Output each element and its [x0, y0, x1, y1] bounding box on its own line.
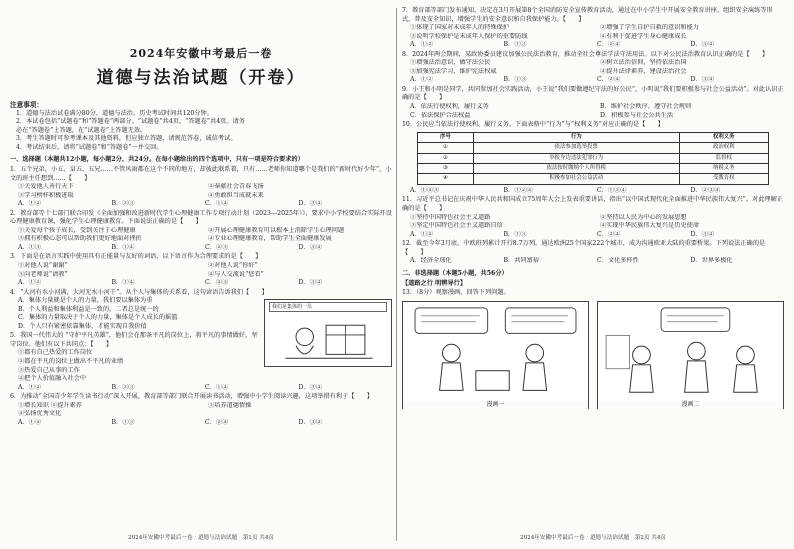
table-header: 权利义务: [679, 132, 768, 142]
q6-bracket: 【 】: [348, 393, 373, 401]
section-1-title: 一、选择题（本题共12小题，每小题2分，共24分。在每小题给出的四个选项中，只有一项是符合要求的）: [10, 156, 304, 164]
q1-option: ④勇敢担当成就未来: [208, 191, 264, 199]
q2-answer: C．②③: [205, 243, 229, 251]
q10-stem: 10．公民应当依法行使权利、履行义务。下面表格中“行为”与“权利义务”对应正确的是: [402, 121, 640, 129]
q3-answer: D．③④: [298, 279, 323, 287]
exam-title-main: 道德与法治试题（开卷）: [96, 68, 306, 89]
question-13: 13．（8分）观察漫画，回答下列问题。: [402, 288, 510, 296]
table-cell: 依法参加选举投票: [473, 143, 679, 153]
q9-option: B．维护社会秩序，遵守社会规则: [600, 103, 692, 111]
q2-option: ③拥有积极心态可以帮助我们更好地面对挫折: [18, 235, 142, 243]
q11-option: ③坚定中国特色社会主义道路自信: [410, 222, 503, 230]
q2-stem: 2．教育部等十七部门联合印发《全面加强和改进新时代学生心理健康工作专项行动计划（2023—2025年）》，要求中小学校要结合实际开设心理健康教育课，强化学生心理健康教育。下面说法正确的是: [10, 209, 392, 226]
q5-stem: 5．我国一代伟大的 “守护平凡英雄”，他们会在那条平凡的岗位上，将平凡的事情做好，坚守岗位。他们有以下共同点：: [10, 332, 258, 348]
q11-answer: A．①②: [410, 230, 434, 238]
table-row: [418, 143, 768, 153]
part-heading: 【道路之行 明辨导行】: [402, 280, 467, 288]
q7-answer: A．①②: [410, 41, 434, 49]
comic-1-illustration: [403, 302, 588, 408]
q4-option: B．个人利益和集体利益是一致的，二者总是统一的: [18, 305, 159, 313]
q11-option: ④实现中华民族伟大复兴是历史使命: [600, 222, 699, 230]
q2-bracket: 【 】: [177, 218, 202, 226]
q11-option: ②坚持以人民为中心的发展思想: [600, 213, 687, 221]
q3-option: ①对他人说“谢谢”: [18, 262, 68, 270]
q3-option: ②对他人说“你好”: [208, 262, 258, 270]
q4-option: A．集体力量就是个人的力量，我们要以集体为重: [18, 297, 153, 305]
note-line: 3．考生答题时可参考课本及其他资料，但应独立答题，请规范答卷，诚信考试。: [16, 135, 237, 143]
note-line: 4．考试结束后，请将“试题卷”和“答题卷”一并交回。: [16, 143, 163, 151]
q8-stem: 8．2024年两会期间，某政协委员建议加强公民法治教育，推动全社会尊法学法守法用法。以下对公民法治教育认识正确的是: [402, 50, 744, 58]
table-header: 行为: [473, 132, 679, 142]
q3-option: ④与人交流说“您看”: [208, 270, 264, 278]
q3-answer: C．②③: [205, 279, 229, 287]
q7-option: ②增强了学生自护自救的意识和能力: [600, 24, 699, 32]
comic-1-caption: 漫画一: [403, 401, 588, 409]
q10-answer: C．①③④: [597, 186, 627, 194]
table-cell: 政治权利: [679, 143, 768, 153]
q9-stem: 9．小王和小明是同学，共同参加社会实践活动，小王说“我们要做遵纪守法的好公民”，小明说“我们要积极参与社会公益活动”。对此认识正确的是: [402, 85, 784, 102]
q8-option: ④提升法律素养，建设法治社会: [600, 67, 687, 75]
q12-stem: 12．截至今年3月底，中欧班列累计开行8.7万列，通达欧洲25个国家222个城市，成为沟通欧亚大陆的重要桥梁。下列说法正确的是: [402, 240, 766, 248]
q8-answer: C．②④: [597, 76, 621, 84]
note-line: 2．本试卷包括“试题卷”和“答题卷”两部分。“试题卷”共4页，“答题卷”共4页。请务: [16, 118, 245, 126]
notes: [10, 101, 392, 153]
table-cell: ③: [418, 164, 473, 174]
page-footer-left: 2024年安徽中考最后一卷 · 道德与法治试题 第1页 共4页: [128, 535, 274, 542]
comics-row: [402, 301, 784, 409]
table-cell: 依法按时缴纳个人所得税: [473, 164, 679, 174]
comic-panel-1: [402, 301, 589, 409]
q8-bracket: 【 】: [743, 50, 769, 58]
q7-answer: C．②④: [597, 41, 621, 49]
q8-answer: D．③④: [690, 76, 715, 84]
q4-cartoon: [264, 299, 392, 367]
q6-answer: D．③④: [298, 418, 323, 426]
table-cell: 受教育权: [679, 174, 768, 184]
q4-option: C．集体的力量取决于个人的力量，集体是个人成长的摇篮: [18, 314, 178, 322]
q3-stem: 3．下面是在语言实践中使用具有正能量与友好的词语，以下语言作为合理要求的是: [10, 253, 237, 261]
q4-bracket: 【 】: [243, 288, 268, 296]
q7-stem: 7．教育部等部门发布通知，决定在3月开展第8个全国消防安全宣传教育活动，通过在中小学生中开展安全教育讲座、组织安全演练等形式，普及安全知识，增强学生的安全意识和自我保护能力。: [402, 7, 773, 23]
q6-option: ③培养道德情操: [208, 401, 252, 409]
question-12: [402, 240, 784, 266]
q1-answer: A．①②: [18, 200, 42, 208]
exam-title-sub: 2024年安徽中考最后一卷: [129, 47, 273, 60]
q10-answer: D．②③④: [690, 186, 721, 194]
q10-bracket: 【 】: [639, 121, 664, 129]
question-4: [10, 289, 392, 332]
q5-option: ④把个人价值融入社会中: [18, 375, 87, 383]
q2-option: ①关爱每个孩子成长，受到关注于心理健康: [18, 226, 136, 234]
q11-bracket: 【 】: [420, 205, 446, 213]
q6-answer: B．①③: [111, 418, 135, 426]
q3-answer: B．①④: [111, 279, 135, 287]
note-line: 必在“答题卷”上答题，在“试题卷”上答题无效。: [16, 126, 147, 134]
q9-option: D．积极参与社会公共生活: [600, 111, 674, 119]
center-divider: [396, 8, 397, 541]
q7-option: ①体现了国家对未成年人的特殊保护: [410, 24, 509, 32]
question-11: [402, 196, 784, 239]
q6-option: ④弘扬优秀文化: [18, 410, 62, 418]
q8-option: ③加强宪法学习，维护宪法权威: [410, 67, 497, 75]
question-3: [10, 253, 392, 287]
q8-option: ①增强法治意识，做守法公民: [410, 59, 491, 67]
table-cell: ④: [418, 174, 473, 184]
q4-stem: 4．“大河有水小河满，大河无水小河干”。从个人与集体的关系看，这句谚语告诉我们: [10, 288, 244, 296]
table-row: [418, 153, 768, 163]
notes-title: 注意事项：: [10, 100, 43, 109]
q1-answer: C．①④: [205, 200, 229, 208]
q7-option: ④有利于促进学生身心健康成长: [600, 32, 687, 40]
q3-bracket: 【 】: [236, 253, 262, 261]
q10-answer: B．①②④: [503, 186, 533, 194]
q1-answer: B．②③: [111, 200, 135, 208]
q5-answer: B．②③: [111, 383, 135, 391]
table-row: [418, 164, 768, 174]
q4-option: D．个人只有紧密依靠集体，才能实现自我价值: [18, 322, 147, 330]
table-cell: ②: [418, 153, 473, 163]
q12-option: A．经济全球化: [410, 257, 452, 265]
q5-bracket: 【 】: [90, 340, 113, 348]
page-left: [10, 6, 392, 543]
q12-option: B．共同富裕: [503, 257, 539, 265]
q6-stem: 6．为推动“全国青少年学生读书行动”深入开展，教育部等部门联合开展读书活动，增强中小学生阅读兴趣，这项举措有利于: [10, 393, 349, 401]
q3-answer: A．①②: [18, 279, 42, 287]
q1-option: ①关爱他人善行天下: [18, 183, 74, 191]
q11-stem: 11．习近平总书记在庆祝中华人民共和国成立75周年大会上发表重要讲话，指出“以中国式现代化全面推进中华民族伟大复兴”。对此理解正确的是: [402, 196, 783, 213]
q8-option: ②树立法治信仰，坚持依法治国: [600, 59, 687, 67]
note-line: 1．道德与法治试卷满分80分，道德与法治、历史考试时间共120分钟。: [16, 109, 213, 117]
q8-answer: A．①②: [410, 76, 434, 84]
q12-bracket: 【 】: [402, 248, 427, 256]
q12-option: C．文化多样性: [597, 257, 639, 265]
table-cell: ①: [418, 143, 473, 153]
q12-option: D．世界多极化: [690, 257, 733, 265]
q5-answer: A．①②: [18, 383, 42, 391]
question-7: [402, 7, 784, 50]
q11-option: ①坚持中国特色社会主义道路: [410, 213, 491, 221]
q11-answer: D．③④: [690, 230, 715, 238]
q10-answer: A．①②③: [410, 186, 440, 194]
question-2: [10, 210, 392, 253]
q1-stem: 1．五个兄弟，小五、皇五、五兄……不管风雨都在这个不同的地方，却彼此联系着，只有……老师你知道哪个是我们的“新时代好少年”，小文的班主任想到……: [10, 166, 392, 182]
question-6: [10, 393, 392, 427]
q7-option: ③说明学校保护是未成年人保护的重要防线: [410, 32, 528, 40]
q6-answer: A．①②: [18, 418, 42, 426]
q5-option: ③热爱自己从事的工作: [18, 366, 80, 374]
table-cell: 监督权: [679, 153, 768, 163]
q1-answer: D．③④: [298, 200, 323, 208]
q11-answer: C．②④: [597, 230, 621, 238]
q1-option: ②奉献社会青春飞扬: [208, 183, 264, 191]
q10-table: [417, 132, 768, 185]
q5-answer: D．③④: [298, 383, 323, 391]
table-cell: 举报身边违法犯罪行为: [473, 153, 679, 163]
q8-answer: B．①③: [503, 76, 527, 84]
q2-option: ②开展心理健康教育可以根本上消除学生心理问题: [208, 226, 345, 234]
table-cell: 积极参加社会公益活动: [473, 174, 679, 184]
q5-answer: C．①④: [205, 383, 229, 391]
table-header: 序号: [418, 132, 473, 142]
page-footer-right: 2024年安徽中考最后一卷 · 道德与法治试题 第2页 共4页: [520, 535, 666, 542]
comic-panel-2: [597, 301, 784, 409]
question-9: [402, 86, 784, 120]
q2-answer: B．①④: [111, 243, 135, 251]
q9-option: A．依法行使权利，履行义务: [410, 103, 489, 111]
q7-bracket: 【 】: [562, 15, 585, 23]
q1-option: ③学习榜样积极进取: [18, 191, 74, 199]
q6-option: ①增长知识 ②提升素养: [18, 401, 82, 409]
q2-answer: D．③④: [298, 243, 323, 251]
q7-answer: D．③④: [690, 41, 715, 49]
q5-option: ②都在平凡的岗位上做出不平凡的业绩: [18, 358, 124, 366]
table-cell: 纳税义务: [679, 164, 768, 174]
table-row: [418, 174, 768, 184]
comic-2-illustration: [598, 302, 783, 408]
q9-option: C．依法保护合法权益: [410, 111, 471, 119]
comic-2-caption: 漫画二: [598, 401, 783, 409]
question-10: [402, 121, 784, 195]
q2-answer: A．①③: [18, 243, 42, 251]
question-1: [10, 166, 392, 209]
q3-option: ③向老师说“请教”: [18, 270, 68, 278]
q2-option: ④专业心理健康教育，帮助学生全面健康发展: [208, 235, 332, 243]
q11-answer: B．①③: [503, 230, 527, 238]
page-right: [402, 6, 784, 543]
q5-option: ①都有自己热爱的工作岗位: [18, 349, 93, 357]
q1-bracket: 【 】: [65, 174, 91, 182]
question-8: [402, 51, 784, 85]
q6-answer: C．②④: [205, 418, 229, 426]
cartoon-caption: 我们是集体的一员: [269, 302, 387, 312]
header: [10, 46, 392, 91]
q9-bracket: 【 】: [420, 94, 446, 102]
q7-answer: B．①③: [503, 41, 527, 49]
section-2-title: 二、非选择题（本题5小题，共56分）: [402, 269, 508, 277]
